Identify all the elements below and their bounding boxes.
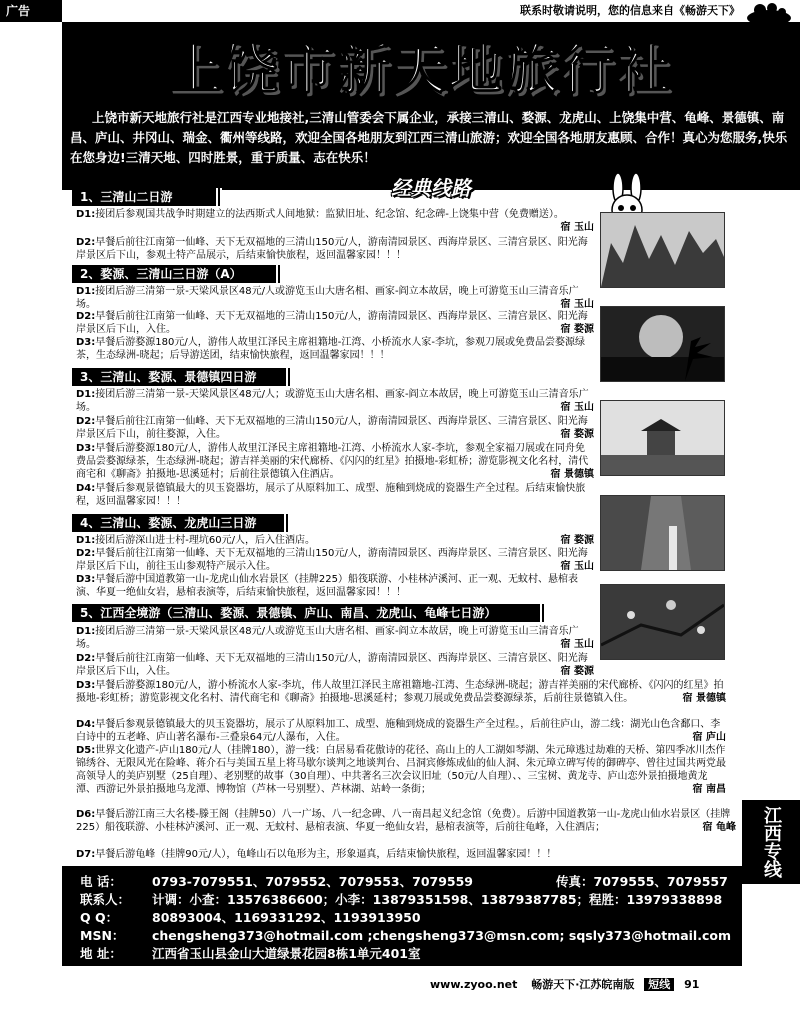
lodging: 宿 婺源 [560, 535, 594, 546]
lodging: 宿 玉山 [560, 561, 594, 572]
phone-label: 电 话： [80, 874, 122, 889]
route-4-day-1 [76, 534, 594, 547]
day-text: 早餐后前往江南第一仙峰、天下无双福地的三清山150元/人，游南清园景区、西海岸景区、三清宫景区、阳光海岸景区后下山，前往婺源，入住。 [76, 416, 588, 440]
route-4-day-3 [76, 573, 594, 599]
day-text: 早餐后前往江南第一仙峰、天下无双福地的三清山150元/人，游南清园景区、西海岸景区、三清宫景区、阳光海岸景区后下山，参观土特产品展示，后结束愉快旅程，返回温馨家园！！！ [76, 237, 588, 261]
route-5-day-3 [76, 679, 726, 705]
intro-text: 上饶市新天地旅行社是江西专业地接社,三清山管委会下属企业，承接三清山、婺源、龙虎山、上饶集中营、龟峰、景德镇、南昌、庐山、井冈山、瑞金、衢州等线路，欢迎全国各地朋友到江西三清山旅游；欢迎全国各地朋友惠顾、合作！真心为您服务,快乐在您身边!三清天地、四时胜景，重于质量、志在快乐！ [70, 110, 788, 165]
day-text: 接团后游三清第一景-天梁风景区48元/人或游览玉山大唐名相、画家-阎立本故居，晚上可游览玉山三清音乐广场。 [76, 626, 579, 650]
qq-value: 80893004、1169331292、1193913950 [152, 910, 421, 925]
lodging: 宿 玉山 [560, 402, 594, 413]
day-text: 早餐后游龟峰（挂牌90元/人），龟峰山石以龟形为主，形象逼真，后结束愉快旅程，返回温馨家园！！！ [95, 849, 557, 860]
ad-label: 广告 [0, 0, 62, 22]
route-1-day-1 [76, 208, 594, 234]
day-text: 接团后游三清第一景-天梁风景区48元/人或游览玉山大唐名相、画家-阎立本故居，晚上可游览玉山三清音乐广场。 [76, 286, 579, 310]
route-2-title: 2、婺源、三清山三日游（A） [72, 265, 282, 283]
day-text: 早餐后游婺源180元/人，游小桥流水人家-李坑，伟人故里江泽民主席祖籍地-江湾、生态绿洲-晓起；游吉祥美丽的宋代廊桥、《闪闪的红星》拍摄地-彩虹桥；游览影视文化名村、清代商宅和《聊斋》拍摄地-思溪延村；参观刀展或免费品尝婺源绿茶，后前往景德镇入住。 [76, 680, 724, 704]
people-row [80, 890, 722, 908]
day-label: D2: [76, 237, 96, 248]
day-text: 接团后参观国共战争时期建立的法西斯式人间地狱：监狱旧址、纪念馆、纪念碑-上饶集中营（免费赠送）。 [95, 209, 564, 220]
day-label: D3: [76, 337, 96, 348]
route-5-day-7 [76, 848, 736, 861]
sunset-pine-photo [600, 306, 725, 382]
people-value: 计调：小查：13576386600；小李：13879351598、13879387785；程胜：13979338898 [152, 892, 723, 907]
mountain-peaks-photo [600, 212, 725, 288]
canyon-photo [600, 495, 725, 571]
route-1-day-2 [76, 236, 594, 262]
page-number: 91 [684, 978, 700, 991]
qq-label: Q Q： [80, 910, 119, 925]
day-text: 世界文化遗产-庐山180元/人（挂牌180），游一线：白居易看花傲诗的花径、高山上的人工湖如琴湖、朱元璋逃过劫难的天桥、第四季冰川杰作锦绣谷、无限风光在险峰、蒋介石与美国五星上将马歇尔谈判之地谈判台、吕洞宾修炼成仙的仙人洞、朱元璋立碑写传的御碑亭、曾往过国共两党最高领导人的美庐别墅（25自理）、老别墅的故事（30自理）、中共著名三次会议旧址（50元/人自理）、、三宝树、黄龙寺、庐山恋外景拍摄地黄龙潭、西游记外景拍摄地乌龙潭、博物馆（芦林一号别墅）、芦林湖、站岭一条街； [76, 745, 726, 795]
day-label: D2: [76, 548, 96, 559]
route-5-day-4 [76, 718, 726, 744]
msn-value: chengsheng373@hotmail.com ;chengsheng373@msn.com; sqsly373@hotmail.com [152, 928, 731, 943]
route-5-day-5 [76, 744, 726, 796]
lodging: 宿 玉山 [560, 299, 594, 310]
day-label: D1: [76, 389, 96, 400]
day-label: D1: [76, 626, 96, 637]
qq-row [80, 908, 421, 926]
route-3-day-1 [76, 388, 594, 414]
fax-value: 7079555、7079557 [593, 874, 728, 889]
lodging: 宿 南昌 [692, 784, 726, 795]
day-text: 早餐后游中国道教第一山-龙虎山仙水岩景区（挂牌225）船筏联游、小桂林泸溪河、正一观、无蚊村、悬棺表演、华夏一绝仙女岩，悬棺表演等，后结束愉快旅程，返回温馨家园！！！ [76, 574, 578, 598]
route-2-day-2 [76, 310, 594, 336]
phone-value: 0793-7079551、7079552、7079553、7079559 [152, 874, 474, 889]
day-text: 早餐后前往江南第一仙峰、天下无双福地的三清山150元/人，游南清园景区、西海岸景区、三清宫景区、阳光海岸景区后下山，前往玉山参观特产展示入住。 [76, 548, 588, 572]
day-label: D1: [76, 286, 96, 297]
classic-routes-badge: 经典线路 [391, 176, 471, 200]
lodging: 宿 婺源 [560, 324, 594, 335]
route-5-title: 5、江西全境游（三清山、婺源、景德镇、庐山、南昌、龙虎山、龟峰七日游） [72, 604, 546, 622]
route-3-day-2 [76, 415, 594, 441]
day-label: D1: [76, 535, 96, 546]
address-label: 地 址： [80, 946, 122, 961]
jiangxi-line-tab [742, 800, 800, 884]
lodging: 宿 玉山 [560, 222, 594, 233]
lodging: 宿 景德镇 [550, 469, 594, 480]
day-label: D2: [76, 311, 96, 322]
route-4-title: 4、三清山、婺源、龙虎山三日游 [72, 514, 290, 532]
address-row [80, 944, 421, 962]
route-4-day-2 [76, 547, 594, 573]
lodging: 宿 婺源 [560, 429, 594, 440]
day-text: 早餐后游婺源180元/人，游伟人故里江泽民主席祖籍地-江湾、小桥流水人家-李坑，参观全家福刀展或在同舟免费品尝婺源绿茶，生态绿洲-晓起；游吉祥美丽的宋代廊桥、《闪闪的红星》拍摄地-彩虹桥；游览影视文化名村，清代商宅和《聊斋》拍摄地-思溪延村；后前往景德镇入住酒店。 [76, 443, 589, 480]
route-3-day-3 [76, 442, 594, 481]
day-text: 早餐后前往江南第一仙峰、天下无双福地的三清山150元/人，游南清园景区、西海岸景区、三清宫景区、阳光海岸景区后下山，入住。 [76, 311, 588, 335]
footer-tag: 短线 [644, 978, 674, 991]
lodging: 宿 庐山 [692, 732, 726, 743]
footer-url: www.zyoo.net [430, 978, 518, 991]
day-text: 早餐后游江南三大名楼-滕王阁（挂牌50）八一广场、八一纪念碑、八一南昌起义纪念馆（免费）。后游中国道教第一山-龙虎山仙水岩景区（挂牌225）船筏联游、小桂林泸溪河、正一观、无蚊村、悬棺表演、华夏一绝仙女岩，悬棺表演等，后前往龟峰，入住酒店； [76, 809, 731, 833]
side-tab-label: 江西专线 [761, 806, 782, 878]
day-label: D6: [76, 809, 96, 820]
fax-row [556, 872, 728, 890]
day-label: D4: [76, 719, 96, 730]
day-label: D2: [76, 416, 96, 427]
route-3-title: 3、三清山、婺源、景德镇四日游 [72, 368, 292, 386]
route-5-day-1 [76, 625, 594, 651]
page-footer [430, 976, 800, 1006]
msn-label: MSN： [80, 928, 125, 943]
day-label: D3: [76, 680, 96, 691]
route-3-day-4 [76, 482, 594, 508]
day-label: D5: [76, 745, 96, 756]
fax-label: 传真： [556, 874, 594, 889]
day-text: 早餐后参观景德镇最大的贝玉瓷器坊，展示了从原料加工、成型、施釉到烧成的瓷器生产全过程。后结束愉快旅程，返回温馨家园！！！ [76, 483, 586, 507]
route-5-day-2 [76, 652, 594, 678]
pavilion-photo [600, 400, 725, 476]
route-2-day-1 [76, 285, 594, 311]
day-label: D4: [76, 483, 96, 494]
people-label: 联系人： [80, 892, 131, 907]
day-label: D1: [76, 209, 96, 220]
phone-row [80, 872, 473, 890]
lodging: 宿 玉山 [560, 639, 594, 650]
day-label: D3: [76, 443, 96, 454]
day-text: 早餐后前往江南第一仙峰、天下无双福地的三清山150元/人，游南清园景区、西海岸景区、三清宫景区、阳光海岸景区后下山，入住。 [76, 653, 588, 677]
day-label: D7: [76, 849, 96, 860]
day-text: 接团后游深山进士村-理坑60元/人，后入住酒店。 [95, 535, 315, 546]
source-notice: 联系时敬请说明，您的信息来自《畅游天下》 [520, 4, 740, 17]
address-value: 江西省玉山县金山大道绿景花园8栋1单元401室 [152, 946, 421, 961]
route-1-title: 1、三清山二日游 [72, 188, 222, 206]
page-title: 上饶市新天地旅行社 [168, 37, 672, 101]
day-label: D2: [76, 653, 96, 664]
lodging: 宿 景德镇 [682, 693, 726, 704]
plum-blossom-photo [600, 584, 725, 660]
day-text: 早餐后参观景德镇最大的贝玉瓷器坊，展示了从原料加工、成型、施釉到烧成的瓷器生产全过程。，后前往庐山，游二线：湖光山色含鄱口、李白诗中的五老峰、庐山著名瀑布-三叠泉64元/人瀑布，入住。 [76, 719, 721, 743]
day-text: 接团后游三清第一景-天梁风景区48元/人；或游览玉山大唐名相、画家-阎立本故居，晚上可游览玉山三清音乐广场。 [76, 389, 589, 413]
day-text: 早餐后游婺源180元/人，游伟人故里江泽民主席祖籍地-江湾、小桥流水人家-李坑，参观刀展或免费品尝婺源绿茶，生态绿洲-晓起；后导游送团，结束愉快旅程，返回温馨家园！！！ [76, 337, 585, 361]
day-label: D3: [76, 574, 96, 585]
footer-publication: 畅游天下·江苏皖南版 [531, 978, 635, 991]
route-5-day-6 [76, 808, 736, 834]
route-2-day-3 [76, 336, 594, 362]
lodging: 宿 婺源 [560, 666, 594, 677]
lodging: 宿 龟峰 [702, 822, 736, 833]
msn-row [80, 926, 731, 944]
